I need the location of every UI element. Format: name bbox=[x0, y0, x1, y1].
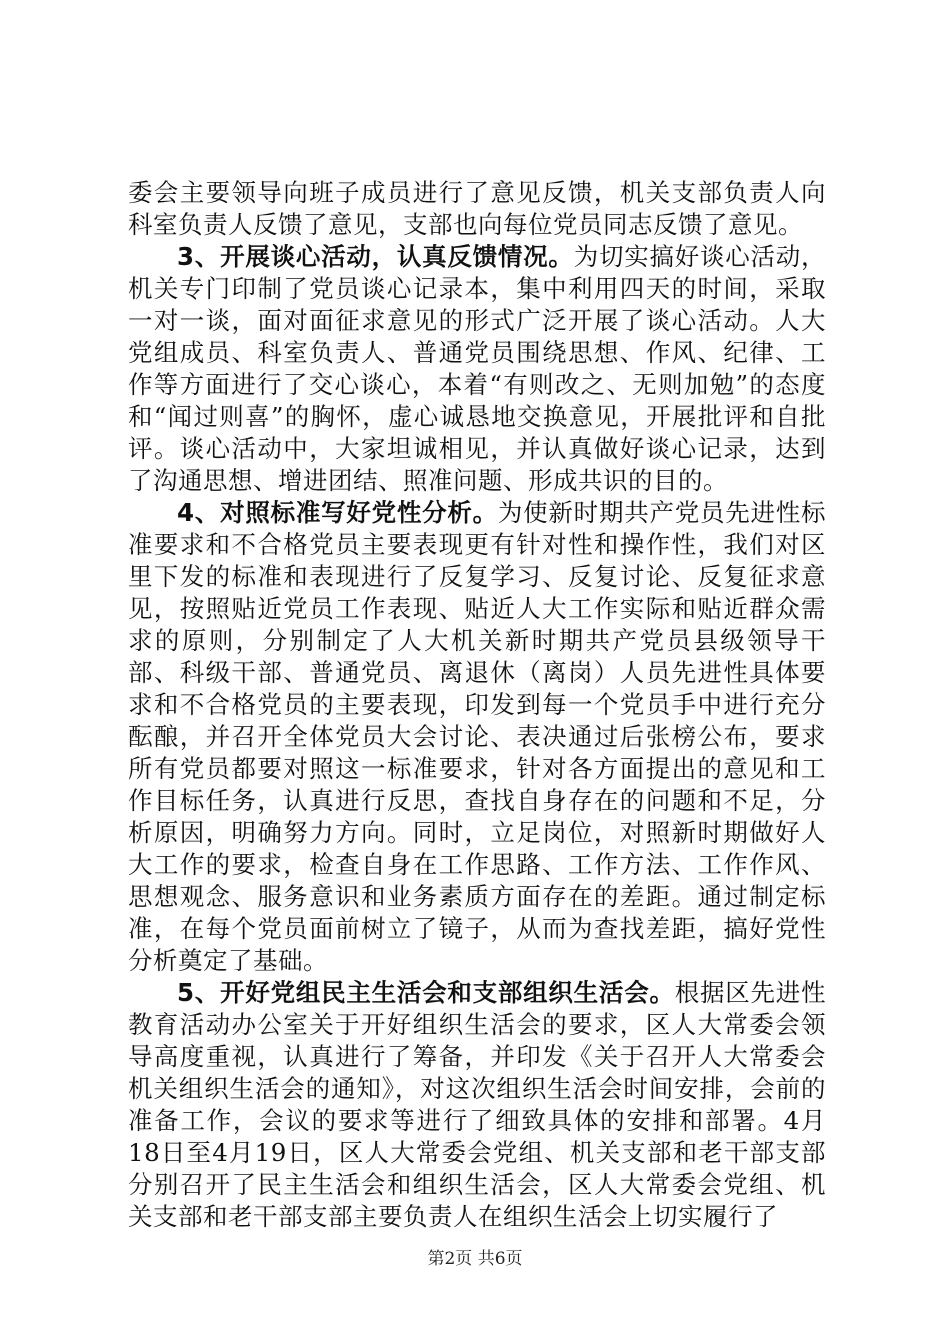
section-heading-5: 5、开好党组民主生活会和支部组织生活会。 bbox=[177, 978, 675, 1007]
paragraph-text: 为切实搞好谈心活动，机关专门印制了党员谈心记录本，集中利用四天的时间，采取一对一谈，面对面征求意见的形式广泛开展了谈心活动。人大党组成员、科室负责人、普通党员围绕思想、作风、纪律、工作等方面进行了交心谈心，本着“有则改之、无则加勉”的态度和“闻过则喜”的胸怀，虚心诚恳地交换意见，开展批评和自批评。谈心活动中，大家坦诚相见，并认真做好谈心记录，达到了沟通思想、增进团结、照准问题、形成共识的目的。 bbox=[128, 242, 827, 495]
page-footer bbox=[0, 1244, 950, 1269]
paragraph-continuation bbox=[128, 177, 826, 241]
paragraph-section-4 bbox=[128, 497, 826, 977]
section-heading-3: 3、开展谈心活动，认真反馈情况。 bbox=[177, 242, 574, 271]
paragraph-text: 为使新时期共产党员先进性标准要求和不合格党员主要表现更有针对性和操作性，我们对区里下发的标准和表现进行了反复学习、反复讨论、反复征求意见，按照贴近党员工作表现、贴近人大工作实际和贴近群众需求的原则，分别制定了人大机关新时期共产党员县级领导干部、科级干部、普通党员、离退休（离岗）人员先进性具体要求和不合格党员的主要表现，印发到每一个党员手中进行充分酝酿，并召开全体党员大会讨论、表决通过后张榜公布，要求所有党员都要对照这一标准要求，针对各方面提出的意见和工作目标任务，认真进行反思，查找自身存在的问题和不足，分析原因，明确努力方向。同时，立足岗位，对照新时期做好人大工作的要求，检查自身在工作思路、工作方法、工作作风、思想观念、服务意识和业务素质方面存在的差距。通过制定标准，在每个党员面前树立了镜子，从而为查找差距，搞好党性分析奠定了基础。 bbox=[128, 498, 827, 975]
page-number-label: 第2页 共6页 bbox=[427, 1249, 523, 1269]
section-heading-4: 4、对照标准写好党性分析。 bbox=[177, 498, 498, 527]
paragraph-section-5 bbox=[128, 977, 826, 1233]
paragraph-section-3 bbox=[128, 241, 826, 497]
paragraph-text: 委会主要领导向班子成员进行了意见反馈，机关支部负责人向科室负责人反馈了意见，支部也向每位党员同志反馈了意见。 bbox=[128, 178, 826, 239]
paragraph-text: 根据区先进性教育活动办公室关于开好组织生活会的要求，区人大常委会领导高度重视，认真进行了筹备，并印发《关于召开人大常委会机关组织生活会的通知》，对这次组织生活会时间安排，会前的准备工作，会议的要求等进行了细致具体的安排和部署。4月18日至4月19日，区人大常委会党组、机关支部和老干部支部分别召开了民主生活会和组织生活会，区人大常委会党组、机关支部和老干部支部主要负责人在组织生活会上切实履行了 bbox=[128, 978, 827, 1231]
document-body bbox=[128, 177, 826, 1233]
